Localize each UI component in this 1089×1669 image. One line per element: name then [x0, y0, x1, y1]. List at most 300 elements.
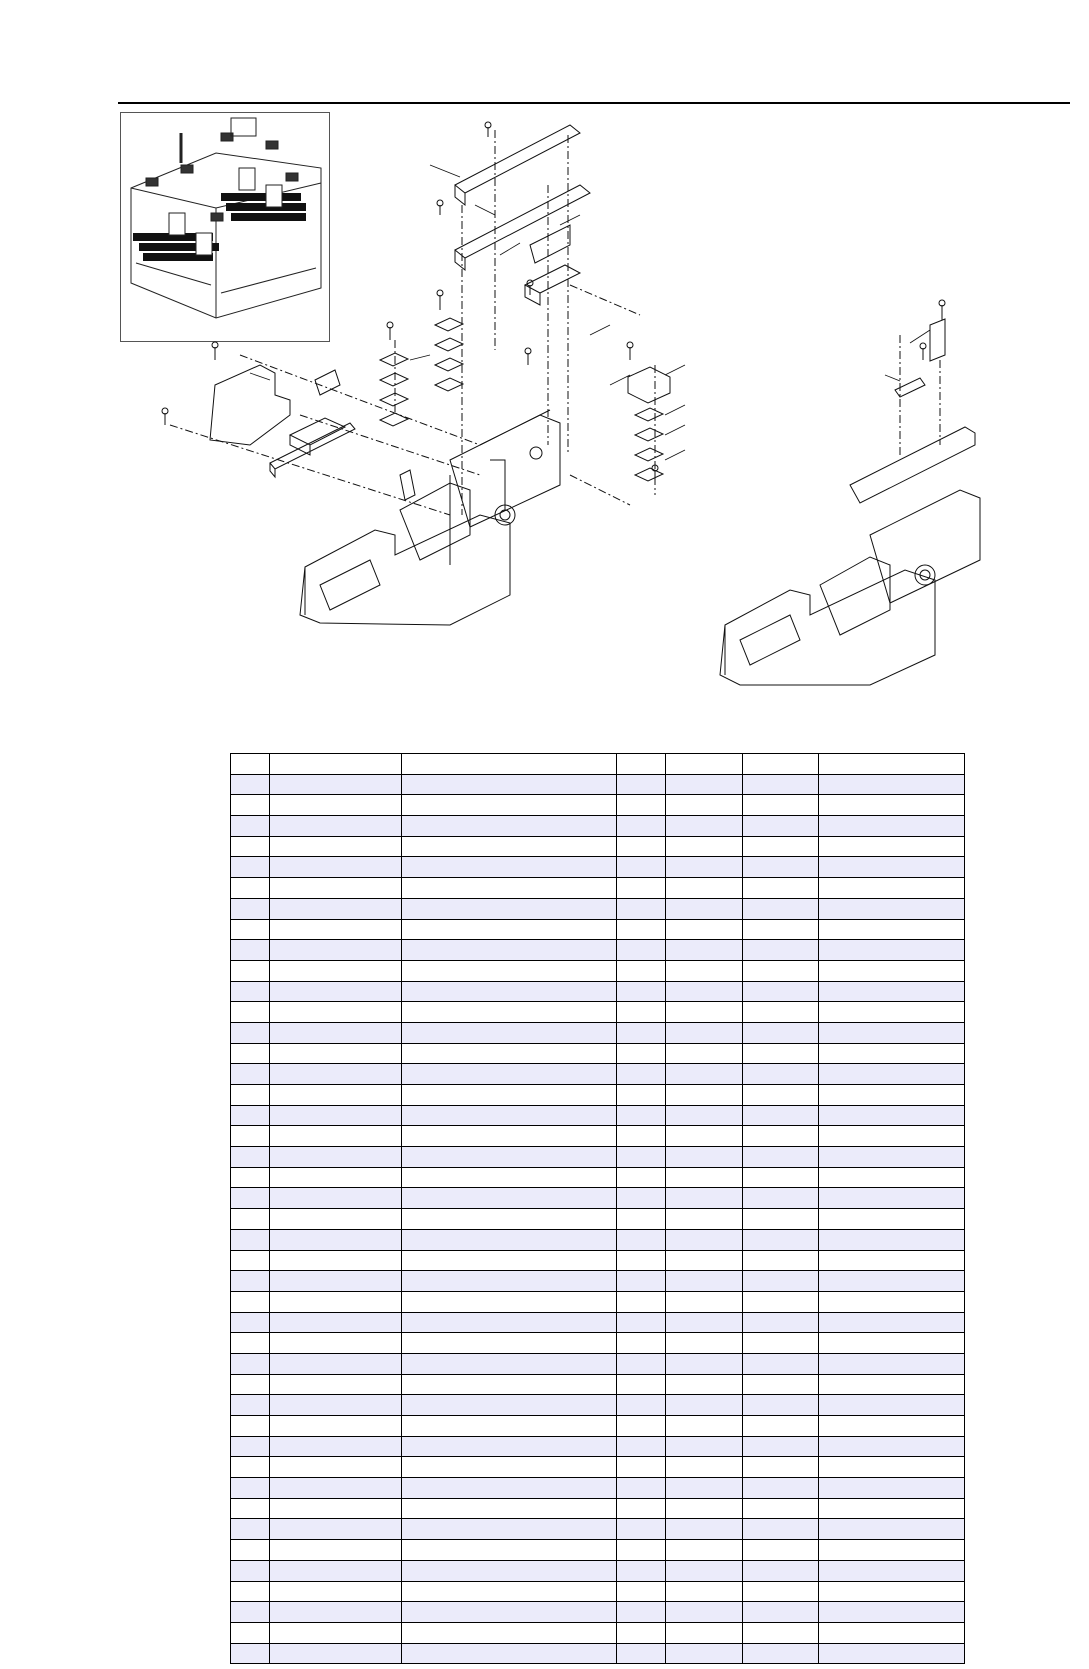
table-cell [666, 1602, 743, 1623]
table-cell [402, 1457, 617, 1478]
table-row [231, 1540, 965, 1561]
table-row [231, 774, 965, 795]
table-cell [231, 1229, 270, 1250]
table-cell [402, 940, 617, 961]
table-cell [743, 1126, 819, 1147]
table-cell [270, 1312, 402, 1333]
table-cell [270, 795, 402, 816]
table-row [231, 1643, 965, 1664]
table-cell [402, 1333, 617, 1354]
table-cell [666, 1333, 743, 1354]
table-row [231, 795, 965, 816]
table-cell [270, 898, 402, 919]
parts-list-body [231, 754, 965, 1664]
table-cell [743, 1043, 819, 1064]
table-cell [270, 1333, 402, 1354]
table-cell [402, 1167, 617, 1188]
table-cell [666, 1085, 743, 1106]
table-row [231, 1271, 965, 1292]
table-cell [617, 878, 666, 899]
table-row [231, 1105, 965, 1126]
table-cell [617, 836, 666, 857]
table-cell [819, 1312, 965, 1333]
table-cell [743, 754, 819, 775]
table-cell [617, 774, 666, 795]
table-cell [231, 1374, 270, 1395]
table-cell [231, 960, 270, 981]
table-row [231, 1167, 965, 1188]
table-cell [402, 857, 617, 878]
table-cell [819, 1043, 965, 1064]
table-cell [666, 1043, 743, 1064]
table-row [231, 878, 965, 899]
table-cell [617, 1312, 666, 1333]
table-cell [819, 1250, 965, 1271]
table-cell [402, 1002, 617, 1023]
table-cell [231, 1560, 270, 1581]
table-cell [270, 1064, 402, 1085]
table-cell [743, 1436, 819, 1457]
table-cell [270, 816, 402, 837]
table-cell [231, 1498, 270, 1519]
table-cell [819, 1022, 965, 1043]
table-cell [617, 1374, 666, 1395]
table-cell [819, 1333, 965, 1354]
table-cell [402, 1353, 617, 1374]
table-cell [617, 940, 666, 961]
table-row [231, 1064, 965, 1085]
table-cell [819, 1416, 965, 1437]
table-cell [231, 1209, 270, 1230]
table-cell [231, 1250, 270, 1271]
table-cell [617, 795, 666, 816]
table-cell [819, 1457, 965, 1478]
table-cell [666, 940, 743, 961]
table-cell [270, 1560, 402, 1581]
table-row [231, 1147, 965, 1168]
table-cell [617, 1209, 666, 1230]
table-cell [743, 1602, 819, 1623]
table-row [231, 940, 965, 961]
table-cell [743, 1022, 819, 1043]
table-cell [819, 1126, 965, 1147]
table-cell [617, 816, 666, 837]
table-cell [617, 960, 666, 981]
table-cell [743, 1519, 819, 1540]
table-cell [666, 1643, 743, 1664]
table-cell [819, 1581, 965, 1602]
table-cell [743, 1353, 819, 1374]
table-cell [819, 754, 965, 775]
table-row [231, 1560, 965, 1581]
table-cell [270, 1209, 402, 1230]
table-cell [617, 1436, 666, 1457]
table-cell [617, 1250, 666, 1271]
table-cell [270, 774, 402, 795]
table-cell [819, 1622, 965, 1643]
table-cell [402, 836, 617, 857]
table-cell [270, 1043, 402, 1064]
table-cell [617, 1478, 666, 1499]
table-cell [270, 940, 402, 961]
table-cell [402, 1519, 617, 1540]
table-cell [402, 1085, 617, 1106]
table-cell [402, 1498, 617, 1519]
table-cell [231, 898, 270, 919]
table-cell [666, 1167, 743, 1188]
table-row [231, 1395, 965, 1416]
table-row [231, 1436, 965, 1457]
table-cell [617, 1147, 666, 1168]
table-cell [617, 1229, 666, 1250]
table-cell [617, 1002, 666, 1023]
table-cell [666, 1374, 743, 1395]
table-cell [402, 1022, 617, 1043]
table-cell [231, 857, 270, 878]
table-cell [617, 1105, 666, 1126]
table-cell [617, 1416, 666, 1437]
table-cell [402, 1188, 617, 1209]
table-row [231, 816, 965, 837]
table-cell [231, 1043, 270, 1064]
table-row [231, 1353, 965, 1374]
table-row [231, 1043, 965, 1064]
table-cell [743, 1002, 819, 1023]
table-cell [819, 816, 965, 837]
table-cell [402, 1622, 617, 1643]
table-cell [231, 1395, 270, 1416]
table-cell [270, 857, 402, 878]
table-cell [819, 1271, 965, 1292]
table-cell [819, 795, 965, 816]
table-row [231, 1250, 965, 1271]
table-cell [402, 795, 617, 816]
table-cell [231, 754, 270, 775]
table-cell [666, 1519, 743, 1540]
table-cell [743, 1085, 819, 1106]
table-row [231, 1478, 965, 1499]
table-cell [666, 1126, 743, 1147]
table-row [231, 754, 965, 775]
table-cell [231, 795, 270, 816]
table-cell [666, 774, 743, 795]
table-cell [666, 1353, 743, 1374]
table-cell [231, 1167, 270, 1188]
table-cell [270, 1416, 402, 1437]
table-cell [666, 898, 743, 919]
table-cell [617, 1395, 666, 1416]
table-cell [743, 1147, 819, 1168]
table-cell [666, 1250, 743, 1271]
table-cell [270, 1126, 402, 1147]
table-cell [231, 940, 270, 961]
table-cell [402, 1602, 617, 1623]
table-cell [743, 1209, 819, 1230]
table-cell [617, 1271, 666, 1292]
table-cell [743, 1540, 819, 1561]
table-cell [819, 1229, 965, 1250]
table-cell [743, 774, 819, 795]
table-cell [270, 1147, 402, 1168]
table-row [231, 1291, 965, 1312]
table-cell [666, 1416, 743, 1437]
table-cell [819, 1291, 965, 1312]
table-cell [819, 1395, 965, 1416]
table-cell [270, 1271, 402, 1292]
table-row [231, 1312, 965, 1333]
table-cell [231, 1436, 270, 1457]
table-cell [231, 1022, 270, 1043]
table-cell [743, 1560, 819, 1581]
table-cell [743, 1622, 819, 1643]
table-cell [270, 1002, 402, 1023]
table-cell [231, 1643, 270, 1664]
table-cell [743, 1064, 819, 1085]
table-cell [819, 1478, 965, 1499]
table-cell [402, 1105, 617, 1126]
table-row [231, 836, 965, 857]
table-cell [666, 1560, 743, 1581]
table-cell [231, 1147, 270, 1168]
table-cell [743, 1271, 819, 1292]
table-cell [231, 1581, 270, 1602]
table-cell [231, 1064, 270, 1085]
table-cell [617, 857, 666, 878]
table-cell [743, 1250, 819, 1271]
table-cell [231, 1416, 270, 1437]
table-cell [402, 1291, 617, 1312]
table-cell [743, 940, 819, 961]
table-cell [402, 754, 617, 775]
table-cell [819, 1064, 965, 1085]
table-cell [666, 857, 743, 878]
table-cell [819, 1498, 965, 1519]
table-cell [402, 919, 617, 940]
table-cell [402, 1416, 617, 1437]
table-cell [743, 1643, 819, 1664]
table-cell [819, 919, 965, 940]
table-cell [743, 816, 819, 837]
table-cell [270, 1540, 402, 1561]
table-cell [819, 960, 965, 981]
table-row [231, 960, 965, 981]
header-rule [118, 102, 1070, 104]
table-cell [402, 1147, 617, 1168]
table-cell [617, 1540, 666, 1561]
table-cell [231, 1002, 270, 1023]
table-cell [617, 1022, 666, 1043]
table-cell [666, 1064, 743, 1085]
table-cell [819, 878, 965, 899]
table-cell [666, 1147, 743, 1168]
table-cell [666, 754, 743, 775]
table-cell [402, 1560, 617, 1581]
table-cell [402, 774, 617, 795]
table-cell [231, 1312, 270, 1333]
table-cell [617, 1560, 666, 1581]
table-cell [617, 1643, 666, 1664]
table-cell [617, 1333, 666, 1354]
table-cell [743, 878, 819, 899]
table-cell [666, 878, 743, 899]
table-cell [231, 981, 270, 1002]
table-cell [402, 981, 617, 1002]
table-cell [231, 1188, 270, 1209]
table-cell [743, 1312, 819, 1333]
table-cell [666, 1395, 743, 1416]
table-cell [666, 1540, 743, 1561]
table-cell [743, 836, 819, 857]
parts-list-table [230, 753, 965, 1664]
table-cell [617, 1064, 666, 1085]
table-cell [666, 1209, 743, 1230]
table-cell [270, 754, 402, 775]
table-row [231, 919, 965, 940]
table-cell [743, 1333, 819, 1354]
table-cell [231, 816, 270, 837]
table-cell [666, 816, 743, 837]
table-cell [743, 1498, 819, 1519]
table-row [231, 857, 965, 878]
table-cell [617, 1498, 666, 1519]
table-cell [402, 1540, 617, 1561]
table-cell [270, 1229, 402, 1250]
table-cell [402, 1312, 617, 1333]
table-cell [617, 919, 666, 940]
table-cell [231, 1085, 270, 1106]
table-cell [270, 1622, 402, 1643]
table-row [231, 1333, 965, 1354]
table-cell [819, 1002, 965, 1023]
table-row [231, 1416, 965, 1437]
table-cell [819, 1602, 965, 1623]
table-cell [270, 1478, 402, 1499]
table-cell [231, 774, 270, 795]
table-cell [231, 1126, 270, 1147]
table-cell [402, 1064, 617, 1085]
table-cell [819, 857, 965, 878]
table-cell [270, 1167, 402, 1188]
table-cell [270, 1085, 402, 1106]
table-cell [819, 1540, 965, 1561]
table-cell [402, 1126, 617, 1147]
table-cell [743, 1229, 819, 1250]
table-cell [231, 1478, 270, 1499]
table-cell [617, 1581, 666, 1602]
table-cell [819, 981, 965, 1002]
table-cell [617, 1188, 666, 1209]
table-cell [270, 981, 402, 1002]
table-cell [270, 1498, 402, 1519]
table-cell [666, 1498, 743, 1519]
table-row [231, 981, 965, 1002]
table-row [231, 1085, 965, 1106]
table-cell [231, 878, 270, 899]
table-cell [402, 1436, 617, 1457]
table-cell [402, 960, 617, 981]
table-cell [819, 1147, 965, 1168]
table-cell [743, 1188, 819, 1209]
table-cell [743, 795, 819, 816]
table-cell [819, 1209, 965, 1230]
table-cell [819, 1188, 965, 1209]
table-row [231, 1209, 965, 1230]
table-cell [270, 836, 402, 857]
table-row [231, 1602, 965, 1623]
table-cell [819, 898, 965, 919]
table-cell [617, 754, 666, 775]
table-cell [819, 1353, 965, 1374]
table-cell [617, 1353, 666, 1374]
table-cell [402, 816, 617, 837]
table-cell [819, 940, 965, 961]
table-cell [270, 1457, 402, 1478]
table-cell [743, 857, 819, 878]
table-cell [819, 1167, 965, 1188]
table-row [231, 1457, 965, 1478]
table-cell [666, 1622, 743, 1643]
table-cell [743, 898, 819, 919]
table-cell [819, 774, 965, 795]
table-cell [270, 1374, 402, 1395]
table-cell [402, 878, 617, 899]
table-cell [666, 1022, 743, 1043]
table-cell [402, 1209, 617, 1230]
table-cell [270, 960, 402, 981]
table-cell [402, 1478, 617, 1499]
table-cell [270, 1436, 402, 1457]
table-cell [270, 1291, 402, 1312]
table-cell [819, 1374, 965, 1395]
table-cell [231, 1602, 270, 1623]
table-cell [743, 1581, 819, 1602]
table-cell [231, 1271, 270, 1292]
table-cell [617, 1291, 666, 1312]
table-cell [666, 1229, 743, 1250]
table-cell [743, 1395, 819, 1416]
table-cell [402, 1229, 617, 1250]
table-cell [270, 1188, 402, 1209]
table-cell [402, 898, 617, 919]
table-cell [617, 898, 666, 919]
table-cell [402, 1250, 617, 1271]
table-cell [270, 1022, 402, 1043]
table-cell [666, 1312, 743, 1333]
table-cell [231, 1622, 270, 1643]
table-cell [270, 1105, 402, 1126]
table-cell [617, 1126, 666, 1147]
feeder-assembly-exploded-icon [150, 115, 1030, 695]
table-cell [666, 960, 743, 981]
table-cell [270, 1519, 402, 1540]
table-row [231, 1188, 965, 1209]
table-cell [270, 878, 402, 899]
table-row [231, 898, 965, 919]
table-cell [666, 1105, 743, 1126]
table-cell [402, 1271, 617, 1292]
table-cell [270, 919, 402, 940]
table-cell [666, 795, 743, 816]
table-cell [402, 1643, 617, 1664]
table-cell [666, 836, 743, 857]
table-cell [743, 1478, 819, 1499]
table-row [231, 1374, 965, 1395]
table-cell [231, 1333, 270, 1354]
table-cell [231, 1519, 270, 1540]
table-cell [819, 1085, 965, 1106]
table-cell [743, 1291, 819, 1312]
table-cell [617, 1043, 666, 1064]
